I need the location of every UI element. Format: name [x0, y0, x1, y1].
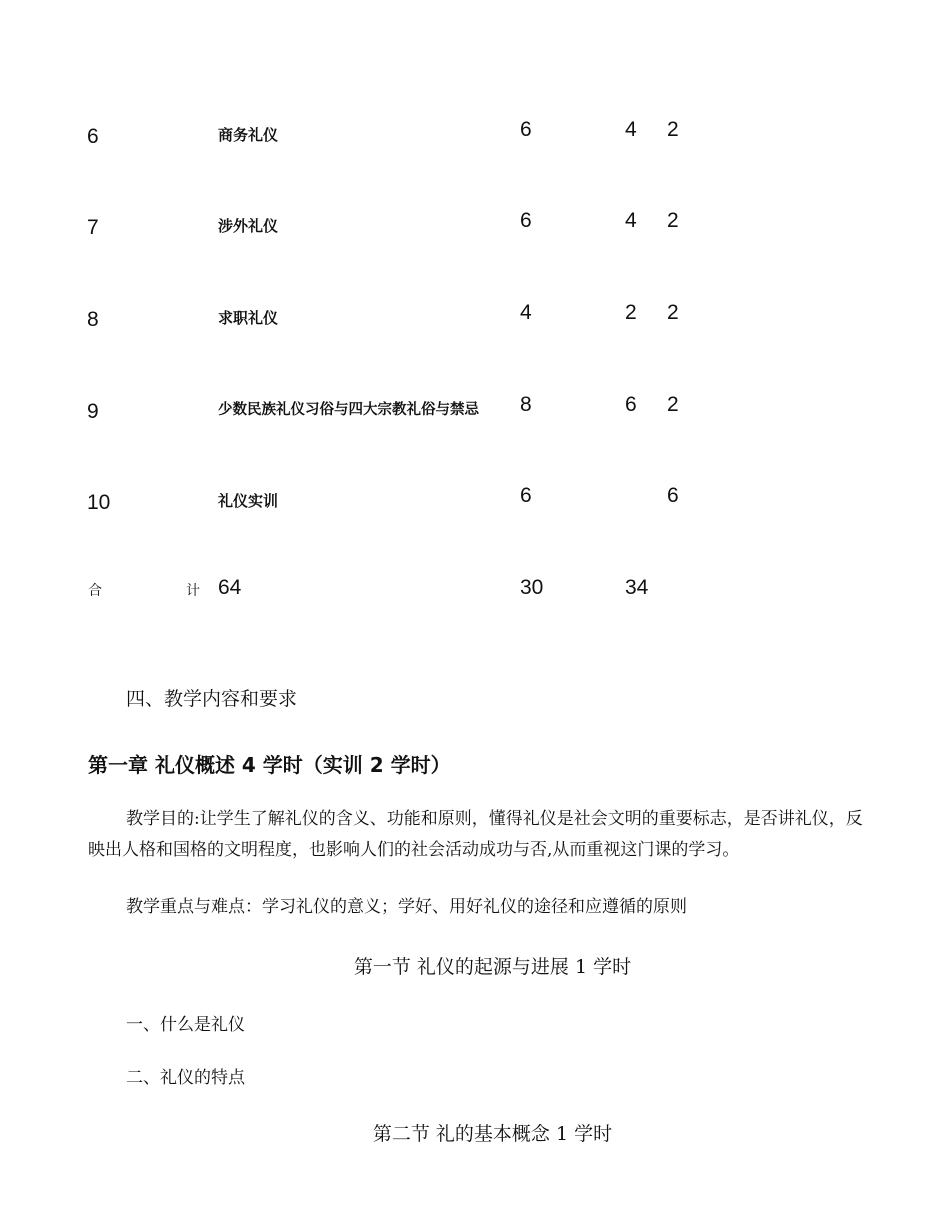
row-theory-hours: 4: [625, 209, 637, 232]
row-practice-hours: 6: [667, 484, 679, 507]
row-practice-hours: 2: [667, 209, 679, 232]
row-practice-hours: 2: [667, 118, 679, 141]
teaching-key-points: 教学重点与难点：学习礼仪的意义；学好、用好礼仪的途径和应遵循的原则: [126, 897, 687, 917]
row-course-name: 商务礼仪: [218, 126, 279, 144]
row-theory-hours: 4: [625, 118, 637, 141]
row-total-hours: 6: [520, 484, 532, 507]
row-practice-hours: 2: [667, 393, 679, 416]
list-item: 一、什么是礼仪: [126, 1015, 245, 1035]
row-number: 7: [87, 216, 99, 239]
section2-title: 第二节 礼的基本概念 1 学时: [372, 1123, 613, 1145]
row-number: 8: [87, 308, 99, 331]
row-course-name: 少数民族礼仪习俗与四大宗教礼俗与禁忌: [218, 402, 479, 418]
row-total-hours: 6: [520, 118, 532, 141]
total-label-left: 合: [88, 583, 102, 599]
total-sum: 64: [218, 576, 242, 599]
row-course-name: 求职礼仪: [218, 309, 279, 327]
chapter-heading: 第一章 礼仪概述 4 学时（实训 2 学时）: [88, 753, 451, 777]
list-item: 二、礼仪的特点: [126, 1068, 245, 1088]
row-total-hours: 4: [520, 301, 532, 324]
total-theory: 30: [520, 576, 544, 599]
row-total-hours: 8: [520, 393, 532, 416]
row-total-hours: 6: [520, 209, 532, 232]
teaching-objective: 教学目的:让学生了解礼仪的含义、功能和原则，懂得礼仪是社会文明的重要标志，是否讲礼仪，反映出人格和国格的文明程度，也影响人们的社会活动成功与否,从而重视这门课的学习。: [88, 809, 863, 860]
row-number: 6: [87, 125, 99, 148]
section1-title: 第一节 礼仪的起源与进展 1 学时: [353, 956, 632, 978]
row-course-name: 涉外礼仪: [218, 217, 279, 235]
row-number: 10: [87, 491, 111, 514]
row-number: 9: [87, 400, 99, 423]
section-heading: 四、教学内容和要求: [126, 688, 298, 710]
total-practice: 34: [625, 576, 649, 599]
row-theory-hours: 2: [625, 301, 637, 324]
row-course-name: 礼仪实训: [218, 492, 279, 510]
row-theory-hours: 6: [625, 393, 637, 416]
row-practice-hours: 2: [667, 301, 679, 324]
total-label-right: 计: [186, 583, 200, 599]
